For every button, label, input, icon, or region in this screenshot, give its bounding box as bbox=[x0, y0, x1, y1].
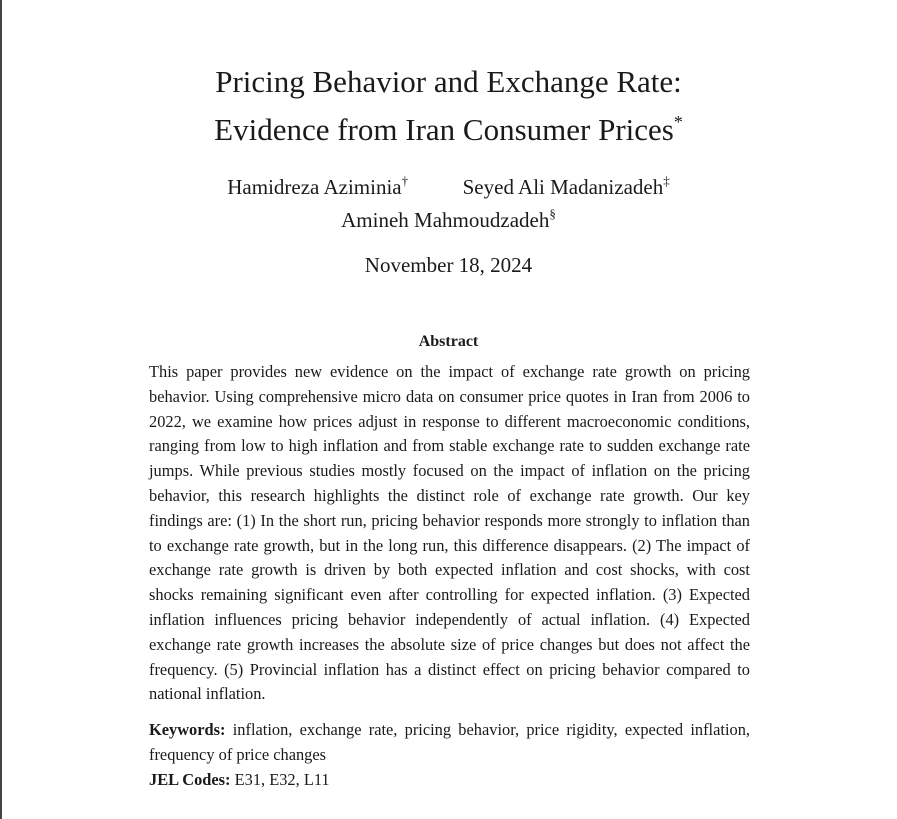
abstract-body bbox=[149, 360, 750, 707]
author-name-2: Seyed Ali Madanizadeh bbox=[462, 175, 664, 199]
authors-row-2 bbox=[0, 207, 897, 233]
abstract-text: This paper provides new evidence on the impact of exchange rate growth on pricing behavior. Using comprehensive micro data on consumer price quotes in Iran from 2006 to 2022, we examine how prices adjust in response to different macroeconomic conditions, ranging from low to high inflation and from stable exchange rate to sudden exchange rate jumps. While previous studies mostly focused on the impact of inflation on the pricing behavior, this research highlights the distinct role of exchange rate growth. Our key findings are: (1) In the short run, pricing behavior responds more strongly to inflation than to exchange rate growth, but in the long run, this difference disappears. (2) The impact of exchange rate growth is driven by both expected inflation and cost shocks, with cost shocks remaining significant even after controlling for expected inflation. (3) Expected inflation influences pricing behavior independently of actual inflation. (4) Expected exchange rate growth increases the absolute size of price changes but does not affect the frequency. (5) Provincial inflation has a distinct effect on pricing behavior compared to national inflation. bbox=[149, 362, 750, 704]
title-line-1: Pricing Behavior and Exchange Rate: bbox=[215, 64, 682, 99]
jel-label: JEL Codes: bbox=[149, 770, 231, 789]
keywords-value: inflation, exchange rate, pricing behavior, price rigidity, expected inflation, frequency of price changes bbox=[149, 720, 750, 764]
author-name-1: Hamidreza Aziminia bbox=[227, 175, 402, 199]
paper-date: November 18, 2024 bbox=[364, 253, 533, 277]
abstract-heading: Abstract bbox=[418, 333, 479, 350]
keywords-label: Keywords: bbox=[149, 720, 226, 739]
authors-row-1 bbox=[0, 174, 897, 200]
keywords-line bbox=[149, 718, 750, 768]
jel-value: E31, E32, L11 bbox=[234, 770, 330, 789]
title-footnote-mark: * bbox=[673, 112, 683, 132]
title-line-2 bbox=[0, 106, 897, 154]
author-name-3: Amineh Mahmoudzadeh bbox=[341, 208, 550, 232]
paper-title bbox=[0, 58, 897, 154]
jel-codes-line bbox=[149, 768, 750, 793]
author-mark-2: ‡ bbox=[663, 173, 670, 188]
author-mark-1: † bbox=[401, 173, 409, 188]
title-line-2-text: Evidence from Iran Consumer Prices bbox=[214, 112, 674, 147]
author-mark-3: § bbox=[549, 206, 556, 221]
